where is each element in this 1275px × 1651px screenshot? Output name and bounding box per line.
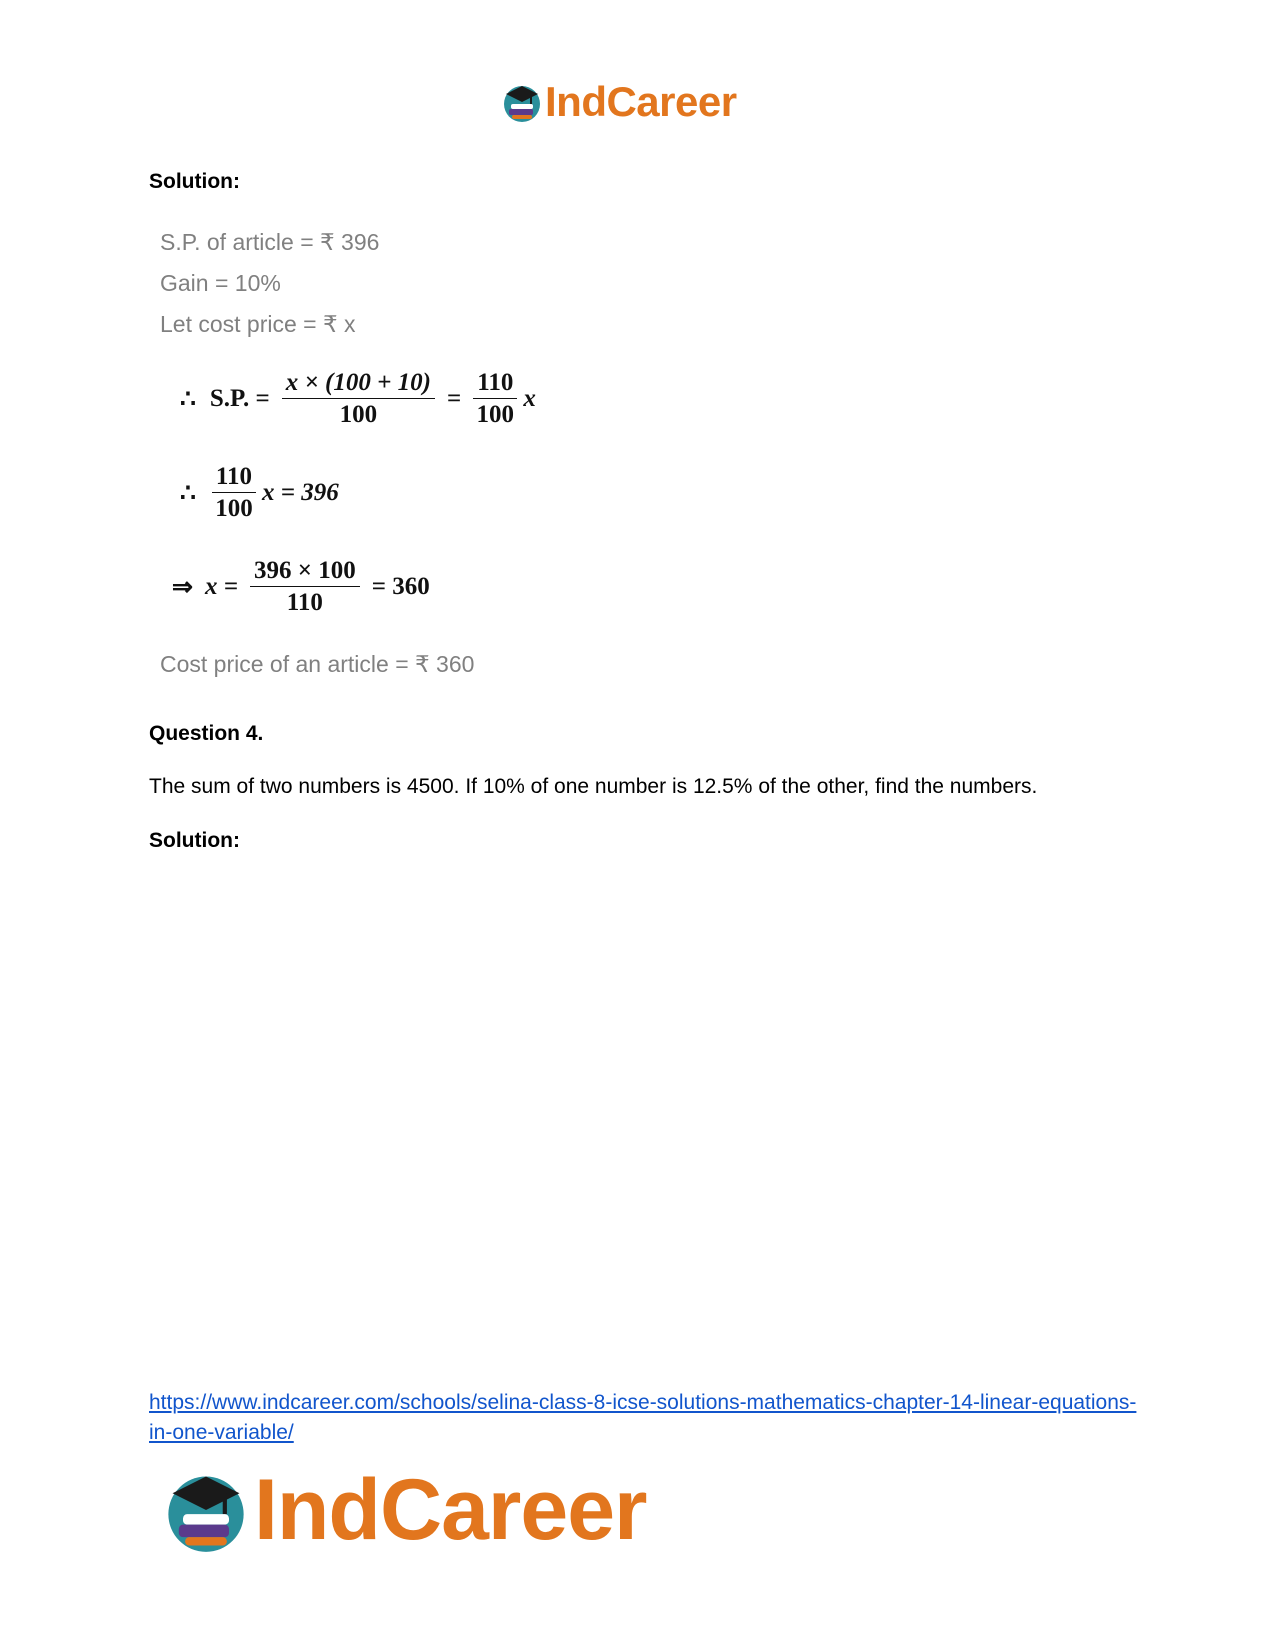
source-link[interactable]: https://www.indcareer.com/schools/selina-class-8-icse-solutions-mathematics-chapter-14-linear-equations-in-one-variable/ bbox=[149, 1391, 1137, 1444]
fraction-denominator: 100 bbox=[215, 495, 253, 523]
fraction bbox=[212, 464, 256, 523]
calc-line-gain: Gain = 10% bbox=[160, 270, 281, 296]
question-text: The sum of two numbers is 4500. If 10% of one number is 12.5% of the other, find the numbers. bbox=[149, 775, 1038, 798]
equation-rest: = 360 bbox=[371, 573, 430, 601]
fraction-denominator: 100 bbox=[339, 401, 378, 429]
equation-lhs: S.P. = bbox=[209, 385, 270, 413]
fraction-denominator: 100 bbox=[476, 401, 515, 429]
question-heading: Question 4. bbox=[149, 722, 264, 745]
solution-heading-2: Solution: bbox=[149, 829, 240, 852]
graduation-cap-icon bbox=[500, 80, 544, 124]
therefore-symbol: ∴ bbox=[180, 480, 196, 508]
header-logo-text: IndCareer bbox=[545, 78, 737, 125]
footer-logo bbox=[160, 1462, 647, 1558]
equals-sign: = bbox=[446, 385, 462, 413]
footer-logo-text: IndCareer bbox=[254, 1462, 647, 1558]
fraction bbox=[282, 370, 435, 429]
calc-line-conclusion: Cost price of an article = ₹ 360 bbox=[160, 651, 475, 677]
implies-symbol: ⇒ bbox=[172, 574, 193, 602]
equation-result bbox=[172, 558, 436, 617]
graduation-cap-icon bbox=[160, 1464, 252, 1556]
equation-rest: x = 396 bbox=[262, 479, 339, 507]
equation-lhs: x = bbox=[204, 573, 238, 601]
fraction bbox=[473, 370, 517, 429]
header-logo bbox=[500, 78, 737, 126]
fraction-numerator: 110 bbox=[473, 370, 517, 399]
solution-heading: Solution: bbox=[149, 170, 240, 193]
calc-line-sp: S.P. of article = ₹ 396 bbox=[160, 229, 380, 255]
fraction-numerator: 396 × 100 bbox=[250, 558, 360, 587]
fraction-numerator: 110 bbox=[212, 464, 256, 493]
fraction-denominator: 110 bbox=[286, 589, 323, 617]
equation-solve bbox=[180, 464, 339, 523]
fraction bbox=[250, 558, 360, 617]
calc-line-cost: Let cost price = ₹ x bbox=[160, 311, 356, 337]
therefore-symbol: ∴ bbox=[180, 386, 196, 414]
variable: x bbox=[523, 385, 536, 413]
fraction-numerator: x × (100 + 10) bbox=[282, 370, 435, 399]
equation-sp bbox=[180, 370, 536, 429]
